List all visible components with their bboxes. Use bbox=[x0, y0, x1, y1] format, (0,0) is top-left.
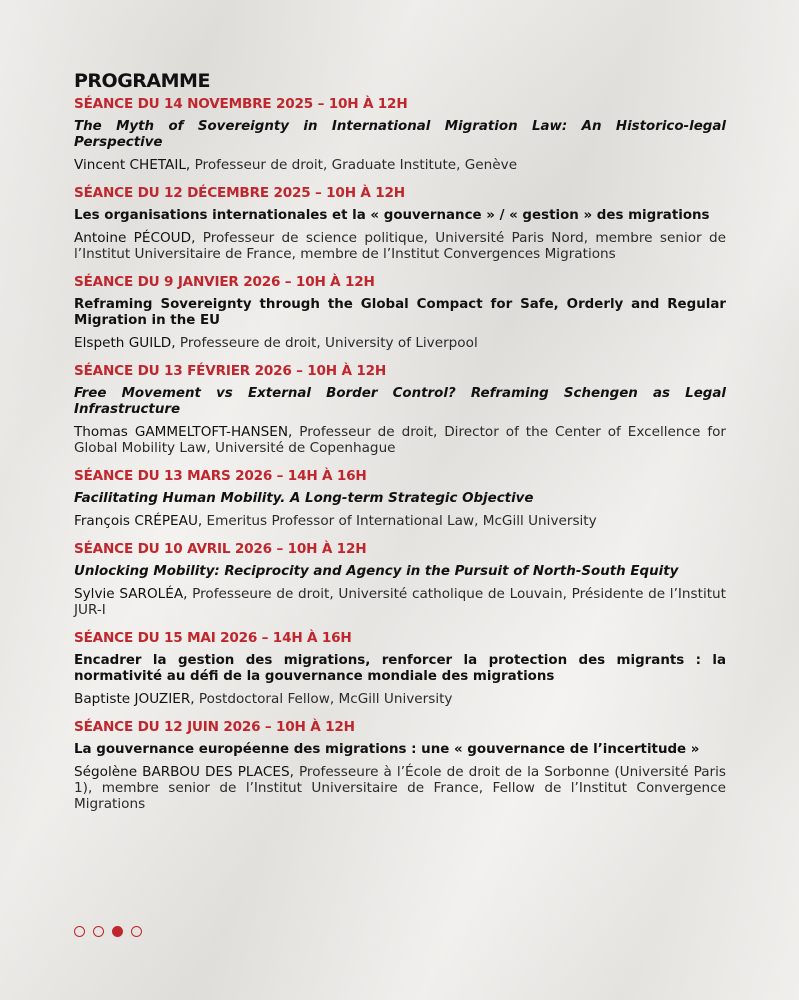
session-8 bbox=[74, 719, 726, 812]
speaker-name: Sylvie SAROLÉA, bbox=[74, 586, 188, 602]
speaker bbox=[74, 424, 726, 456]
session-7 bbox=[74, 630, 726, 707]
speaker-affiliation: Professeure de droit, University of Liverpool bbox=[175, 335, 478, 351]
session-date: SÉANCE DU 10 AVRIL 2026 – 10H À 12H bbox=[74, 541, 367, 557]
speaker-affiliation: Professeur de droit, Director of the Center of Excellence for Global Mobility Law, Université de Copenhague bbox=[74, 424, 727, 456]
speaker-name: Baptiste JOUZIER, bbox=[74, 691, 195, 707]
session-3 bbox=[74, 274, 726, 351]
page-title: PROGRAMME bbox=[74, 70, 210, 92]
pagination-dot-4[interactable] bbox=[131, 926, 142, 937]
speaker bbox=[74, 764, 726, 812]
talk-title: The Myth of Sovereignty in International Migration Law: An Historico-legal Perspective bbox=[74, 119, 726, 150]
speaker-name: Ségolène BARBOU DES PLACES, bbox=[74, 764, 294, 780]
pagination-dot-2[interactable] bbox=[93, 926, 104, 937]
programme-page bbox=[74, 70, 726, 824]
session-5 bbox=[74, 468, 726, 529]
speaker-affiliation: Emeritus Professor of International Law, McGill University bbox=[202, 513, 597, 529]
talk-title: Facilitating Human Mobility. A Long-term Strategic Objective bbox=[74, 491, 534, 506]
session-4 bbox=[74, 363, 726, 456]
speaker-affiliation: Postdoctoral Fellow, McGill University bbox=[194, 691, 453, 707]
speaker-affiliation: Professeure à l’École de droit de la Sorbonne (Université Paris 1), membre senior de l’Institut Universitaire de France, Fellow de l’Institut Convergence Migrations bbox=[74, 764, 726, 812]
speaker-name: Vincent CHETAIL, bbox=[74, 157, 191, 173]
pagination-dot-3[interactable] bbox=[112, 926, 123, 937]
talk-title: Free Movement vs External Border Control? Reframing Schengen as Legal Infrastructure bbox=[74, 386, 726, 417]
speaker bbox=[74, 230, 726, 262]
carousel-pagination bbox=[74, 926, 142, 937]
session-6 bbox=[74, 541, 726, 618]
speaker bbox=[74, 513, 726, 529]
session-date: SÉANCE DU 15 MAI 2026 – 14H À 16H bbox=[74, 630, 352, 646]
talk-title: Reframing Sovereignty through the Global Compact for Safe, Orderly and Regular Migration in the EU bbox=[74, 297, 726, 328]
pagination-dot-1[interactable] bbox=[74, 926, 85, 937]
speaker-name: François CRÉPEAU, bbox=[74, 513, 203, 529]
session-date: SÉANCE DU 12 DÉCEMBRE 2025 – 10H À 12H bbox=[74, 185, 405, 201]
speaker bbox=[74, 335, 726, 351]
speaker-name: Elspeth GUILD, bbox=[74, 335, 176, 351]
speaker bbox=[74, 691, 726, 707]
talk-title: Les organisations internationales et la « gouvernance » / « gestion » des migrations bbox=[74, 208, 710, 223]
speaker bbox=[74, 586, 726, 618]
speaker-affiliation: Professeur de droit, Graduate Institute, Genève bbox=[190, 157, 518, 173]
talk-title: Unlocking Mobility: Reciprocity and Agency in the Pursuit of North-South Equity bbox=[74, 564, 679, 579]
speaker bbox=[74, 157, 726, 173]
talk-title: La gouvernance européenne des migrations : une « gouvernance de l’incertitude » bbox=[74, 742, 700, 757]
session-2 bbox=[74, 185, 726, 262]
session-date: SÉANCE DU 13 FÉVRIER 2026 – 10H À 12H bbox=[74, 363, 387, 379]
speaker-affiliation: Professeure de droit, Université catholique de Louvain, Présidente de l’Institut JUR-I bbox=[74, 586, 726, 618]
session-date: SÉANCE DU 9 JANVIER 2026 – 10H À 12H bbox=[74, 274, 375, 290]
talk-title: Encadrer la gestion des migrations, renforcer la protection des migrants : la normativité au défi de la gouvernance mondiale des migrations bbox=[74, 653, 726, 684]
speaker-name: Thomas GAMMELTOFT-HANSEN, bbox=[74, 424, 293, 440]
speaker-affiliation: Professeur de science politique, Université Paris Nord, membre senior de l’Institut Universitaire de France, membre de l’Institut Convergences Migrations bbox=[74, 230, 726, 262]
session-date: SÉANCE DU 12 JUIN 2026 – 10H À 12H bbox=[74, 719, 355, 735]
speaker-name: Antoine PÉCOUD, bbox=[74, 230, 196, 246]
session-date: SÉANCE DU 14 NOVEMBRE 2025 – 10H À 12H bbox=[74, 96, 408, 112]
session-1 bbox=[74, 96, 726, 173]
session-date: SÉANCE DU 13 MARS 2026 – 14H À 16H bbox=[74, 468, 367, 484]
